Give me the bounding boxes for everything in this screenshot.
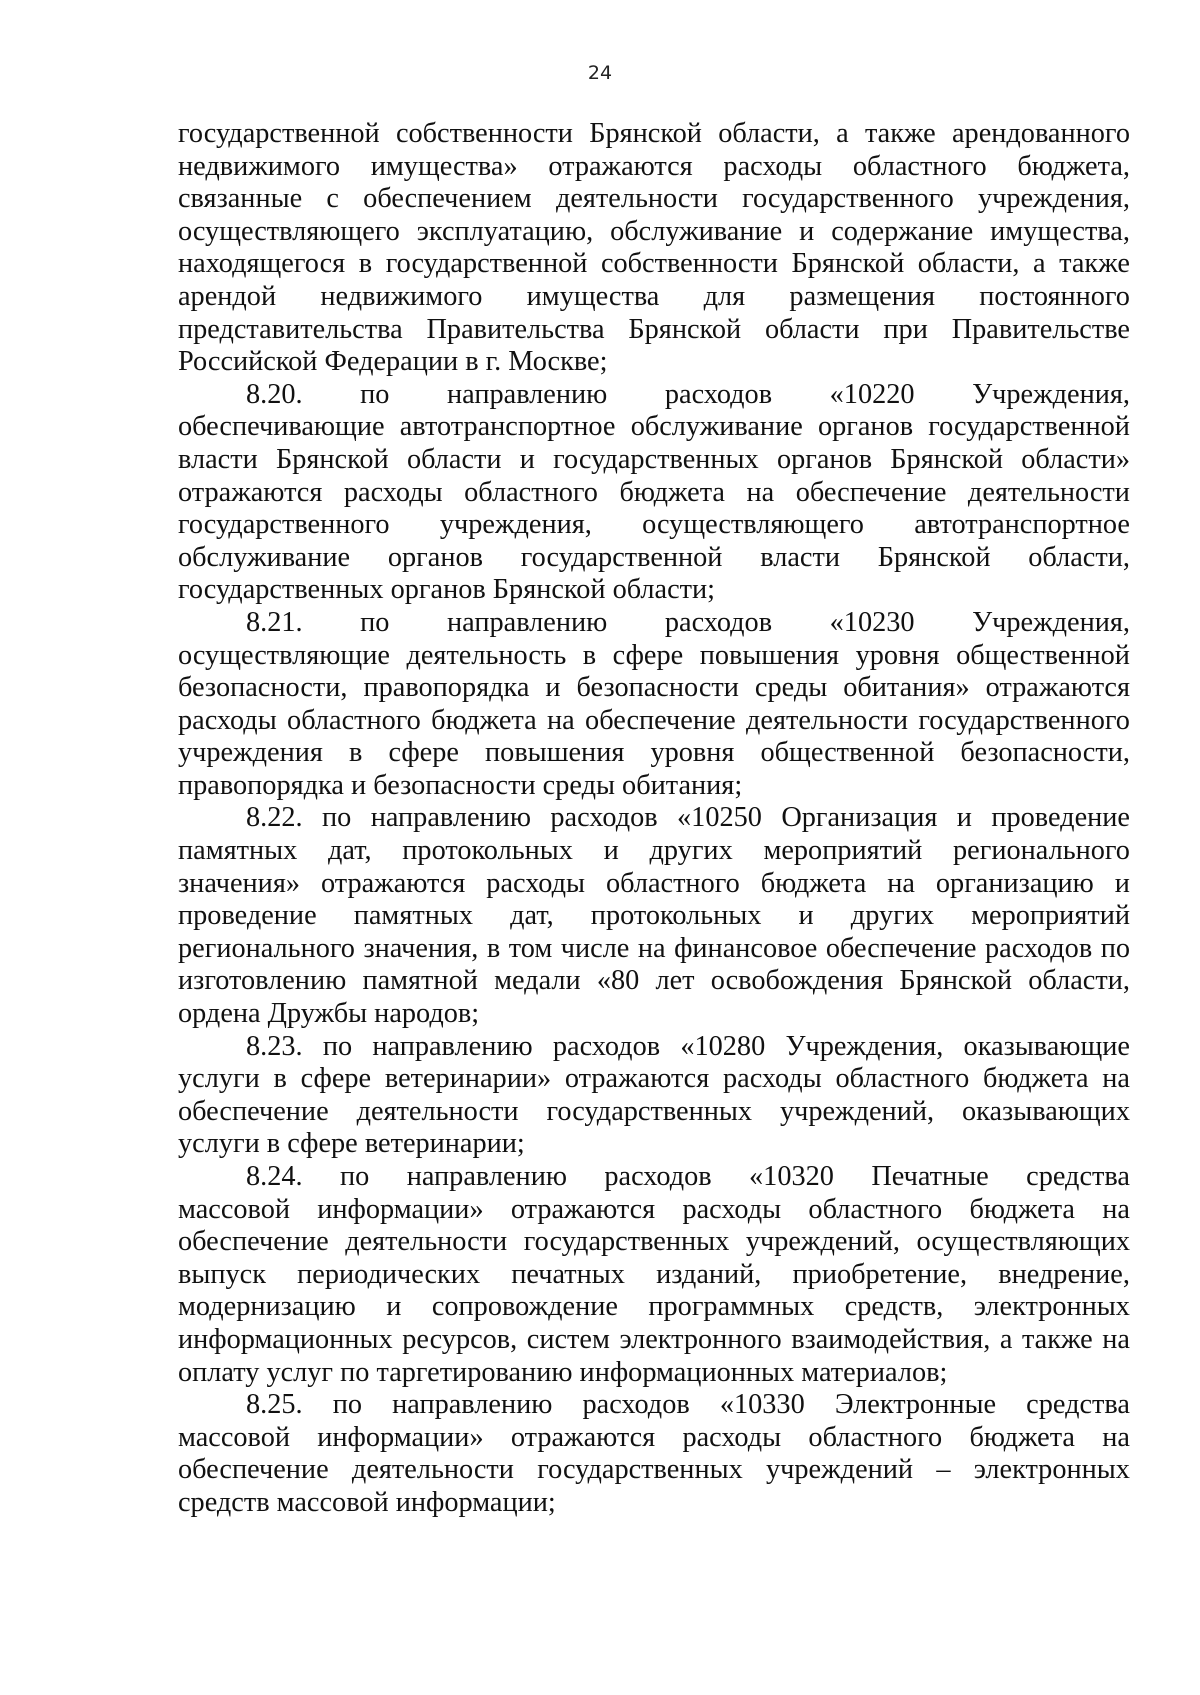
text-line: регионального значения, в том числе на финансовое обеспечение расходов по — [178, 932, 1130, 964]
text-line: обеспечение деятельности государственных учреждений, осуществляющих — [178, 1226, 1130, 1258]
text-line: находящегося в государственной собственности Брянской области, а также — [178, 248, 1130, 280]
text-line: проведение памятных дат, протокольных и других мероприятий — [178, 900, 1130, 932]
text-line: услуги в сфере ветеринарии; — [178, 1128, 525, 1160]
text-line: изготовлению памятной медали «80 лет освобождения Брянской области, — [178, 965, 1130, 997]
text-line: отражаются расходы областного бюджета на обеспечение деятельности — [178, 476, 1130, 508]
text-line: государственного учреждения, осуществляющего автотранспортное — [178, 509, 1130, 541]
text-line: арендой недвижимого имущества для размещения постоянного — [178, 280, 1130, 312]
text-line: учреждения в сфере повышения уровня общественной безопасности, — [178, 737, 1130, 769]
text-line: расходы областного бюджета на обеспечение деятельности государственного — [178, 704, 1130, 736]
text-line: обеспечение деятельности государственных учреждений, оказывающих — [178, 1095, 1130, 1127]
text-line: государственной собственности Брянской области, а также арендованного — [178, 118, 1130, 149]
text-line: Российской Федерации в г. Москве; — [178, 346, 608, 378]
text-line: власти Брянской области и государственных органов Брянской области» — [178, 443, 1130, 475]
text-line: массовой информации» отражаются расходы областного бюджета на — [178, 1421, 1130, 1453]
text-line: осуществляющего эксплуатацию, обслуживание и содержание имущества, — [178, 215, 1130, 247]
text-line: представительства Правительства Брянской области при Правительстве — [178, 313, 1130, 345]
text-line: правопорядка и безопасности среды обитания; — [178, 769, 743, 801]
text-line: информационных ресурсов, систем электронного взаимодействия, а также на — [178, 1323, 1130, 1355]
text-line: 8.21. по направлению расходов «10230 Учреждения, — [246, 606, 1130, 638]
text-line: недвижимого имущества» отражаются расходы областного бюджета, — [178, 150, 1130, 182]
text-line: безопасности, правопорядка и безопасности среды обитания» отражаются — [178, 672, 1130, 704]
page-number: 24 — [587, 62, 613, 84]
document-body — [178, 118, 1130, 1520]
text-line: массовой информации» отражаются расходы областного бюджета на — [178, 1193, 1130, 1225]
text-line: осуществляющие деятельность в сфере повышения уровня общественной — [178, 639, 1130, 671]
text-line: обеспечивающие автотранспортное обслуживание органов государственной — [178, 411, 1130, 443]
text-line: значения» отражаются расходы областного бюджета на организацию и — [178, 867, 1130, 899]
text-line: 8.23. по направлению расходов «10280 Учреждения, оказывающие — [246, 1030, 1130, 1062]
text-line: услуги в сфере ветеринарии» отражаются расходы областного бюджета на — [178, 1063, 1130, 1095]
text-line: 8.20. по направлению расходов «10220 Учреждения, — [246, 378, 1130, 410]
text-line: связанные с обеспечением деятельности государственного учреждения, — [178, 183, 1130, 215]
text-line: памятных дат, протокольных и других мероприятий регионального — [178, 835, 1130, 867]
text-line: 8.22. по направлению расходов «10250 Организация и проведение — [246, 802, 1130, 834]
text-line: 8.24. по направлению расходов «10320 Печатные средства — [246, 1161, 1130, 1192]
text-line: ордена Дружбы народов; — [178, 998, 480, 1030]
text-line: модернизацию и сопровождение программных средств, электронных — [178, 1291, 1130, 1323]
text-line: оплату услуг по таргетированию информационных материалов; — [178, 1356, 948, 1388]
text-line: обеспечение деятельности государственных учреждений – электронных — [178, 1454, 1130, 1486]
text-line: средств массовой информации; — [178, 1486, 556, 1518]
text-line: выпуск периодических печатных изданий, приобретение, внедрение, — [178, 1258, 1130, 1290]
text-line: обслуживание органов государственной власти Брянской области, — [178, 541, 1130, 573]
text-line: государственных органов Брянской области; — [178, 574, 716, 606]
text-line: 8.25. по направлению расходов «10330 Электронные средства — [246, 1389, 1130, 1421]
